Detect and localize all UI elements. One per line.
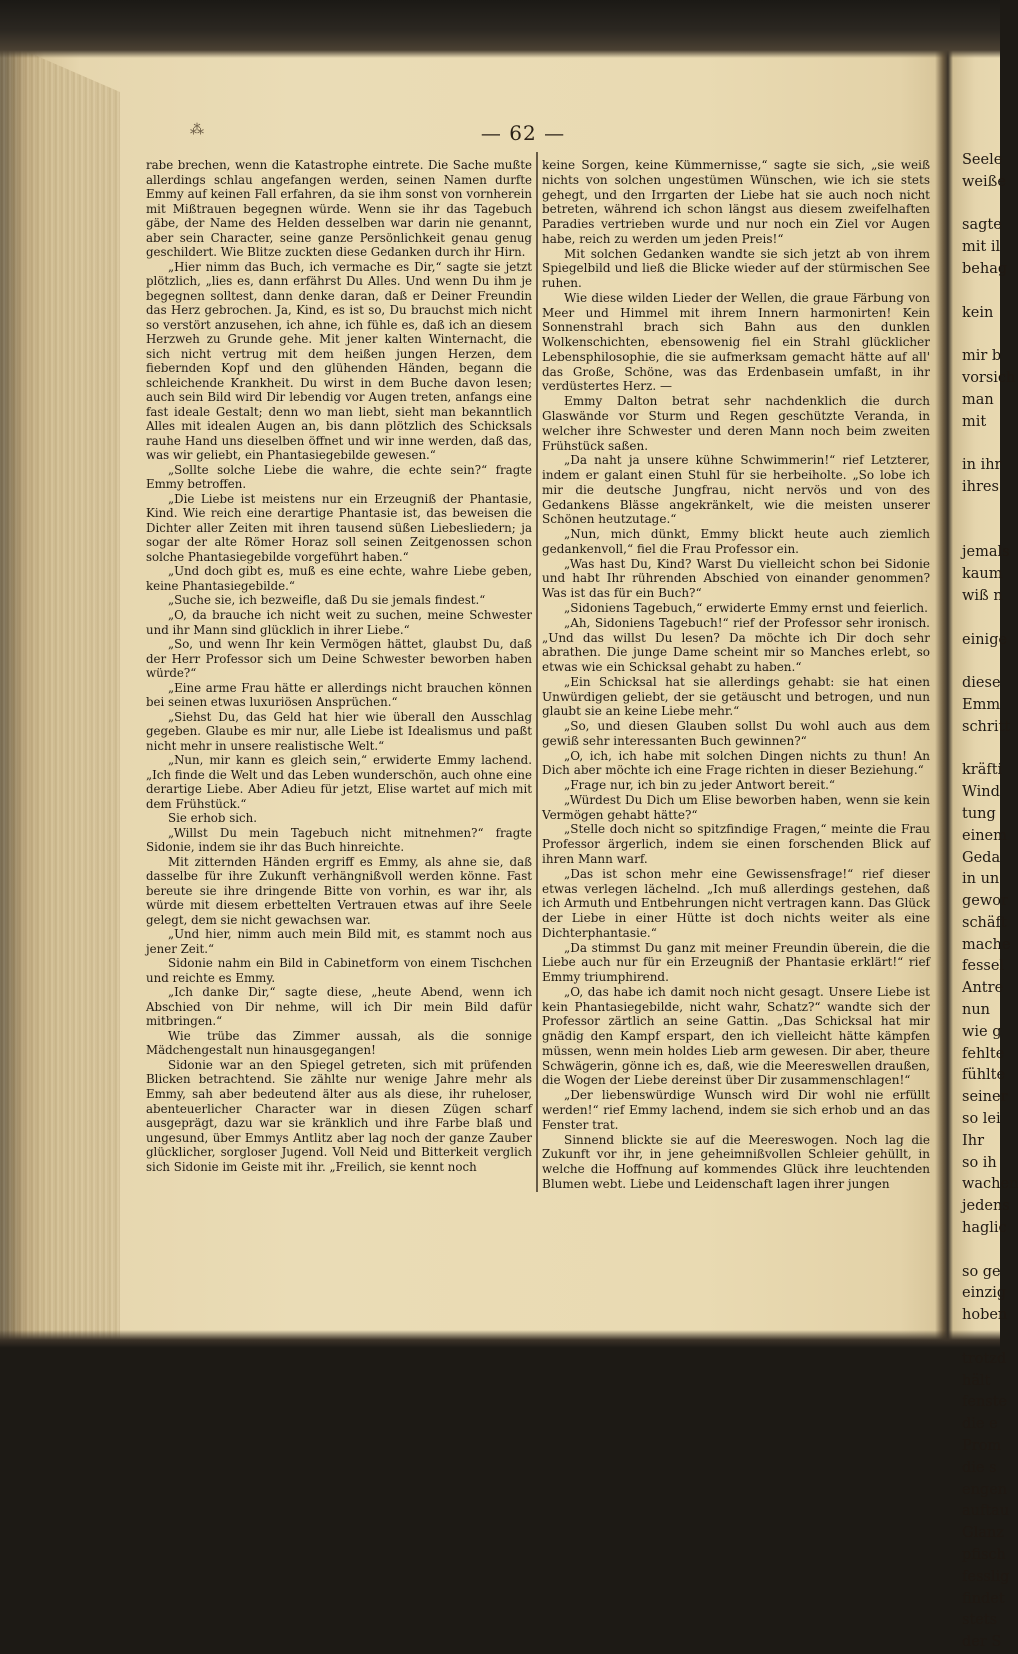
edge-line: kaum	[962, 566, 1003, 583]
paragraph: „Nun, mir kann es gleich sein,“ erwiderte Emmy lachend. „Ich finde die Welt und das Leben wunderschön, auch ohne eine derartige Liebe. Aber Adieu für jetzt, Elise wartet auf mich mit dem Frühstück.“	[146, 753, 532, 811]
edge-line: schritt	[962, 718, 1011, 735]
edge-line: trotzd	[962, 1350, 1007, 1367]
edge-line: jemals	[962, 544, 1010, 561]
paragraph: „Und hier, nimm auch mein Bild mit, es stammt noch aus jener Zeit.“	[146, 927, 532, 956]
edge-line: mache	[962, 936, 1011, 953]
paragraph: Mit zitternden Händen ergriff es Emmy, als ahne sie, daß dasselbe für ihre Zukunft verhängnißvoll werden könne. Fast bereute sie ihre dringende Bitte von vorhin, es war ihr, als würde mit diesem erbettelten Vertrauen etwas auf ihre Seele gelegt, dem sie nicht gewachsen war.	[146, 854, 532, 927]
edge-line: die s	[962, 1459, 997, 1476]
paragraph: „So, und diesen Glauben sollst Du wohl auch aus dem gewiß sehr interessanten Buch gewinnen?“	[542, 719, 930, 748]
edge-line: einige	[962, 631, 1008, 648]
paragraph: Sidonie war an den Spiegel getreten, sich mit prüfenden Blicken betrachtend. Sie zählte nur wenige Jahre mehr als Emmy, sah aber bedeutend älter aus als diese, ihr ruheloser, abenteuerlicher Character war in diesen Zügen scharf ausgeprägt, dazu war sie kränklich und ihre Farbe blaß und ungesund, über Emmys Antlitz aber lag noch der ganze Zauber glücklicher, sorgloser Jugend. Voll Neid und Bitterkeit verglich sich Sidonie im Geiste mit ihr. „Freilich, sie kennt noch	[146, 1057, 532, 1174]
paragraph: „O, das habe ich damit noch nicht gesagt. Unsere Liebe ist kein Phantasiegebilde, nicht wahr, Schatz?“ wandte sich der Professor zärtlich an seine Gattin. „Das Schicksal hat mir gnädig den Kampf erspart, den ich vielleicht hätte kämpfen müssen, wenn mein holdes Lieb arm gewesen. Dir aber, theure Schwägerin, gönne ich es, daß, wie die Meereswellen draußen, die Wogen der Liebe dereinst über Dir zusammenschlagen!“	[542, 984, 930, 1088]
edge-line: die e	[962, 1416, 998, 1433]
edge-line: mit	[962, 413, 987, 430]
edge-line: fenste	[962, 1394, 1008, 1411]
edge-line: fessel	[962, 958, 1005, 975]
edge-line: diese	[962, 675, 1001, 692]
edge-line	[962, 324, 1000, 346]
edge-line: haglic	[962, 1220, 1007, 1237]
edge-line: auftau	[962, 1503, 1010, 1520]
edge-line: Geda	[962, 849, 1001, 866]
paragraph: „Da naht ja unsere kühne Schwimmerin!“ rief Letzterer, indem er galant einen Stuhl für sie herbeiholte. „So lobe ich mir die deutsche Jungfrau, nicht nervös und von des Gedankens Blässe angekränkelt, wie die meisten unserer Schönen heutzutage.“	[542, 453, 930, 527]
edge-line: der S	[962, 1634, 1002, 1651]
paragraph: Mit solchen Gedanken wandte sie sich jetzt ab von ihrem Spiegelbild und ließ die Blicke wieder auf der stürmischen See ruhen.	[542, 246, 930, 291]
paragraph: „Und doch gibt es, muß es eine echte, wahre Liebe geben, keine Phantasiegebilde.“	[146, 564, 532, 593]
paragraph: Sie erhob sich.	[168, 811, 257, 826]
ink-speck: ⁂	[190, 122, 204, 138]
page-edges	[0, 40, 120, 1340]
edge-line	[962, 1327, 1000, 1349]
edge-line: behag	[962, 260, 1008, 277]
edge-line: so ge	[962, 1263, 1001, 1280]
paragraph: Wie trübe das Zimmer aussah, als die sonnige Mädchengestalt nun hinausgegangen!	[146, 1028, 532, 1058]
edge-line: fesslig	[962, 1568, 1010, 1585]
edge-line: Glanz	[962, 1525, 1004, 1542]
edge-line: hält	[962, 1372, 991, 1389]
edge-line: sagte	[962, 217, 1002, 234]
edge-line	[962, 433, 1000, 455]
paragraph: „Willst Du mein Tagebuch nicht mitnehmen?“ fragte Sidonie, indem sie ihr das Buch hinreichte.	[146, 825, 532, 855]
paragraph: „Suche sie, ich bezweifle, daß Du sie jemals findest.“	[168, 593, 486, 608]
edge-line: ihres	[962, 478, 999, 495]
left-text-column	[146, 158, 532, 1174]
edge-line	[962, 194, 1000, 216]
edge-line: Prom	[962, 1438, 1002, 1455]
edge-line: nun	[962, 1002, 991, 1019]
paragraph: „Der liebenswürdige Wunsch wird Dir wohl nie erfüllt werden!“ rief Emmy lachend, indem sie sich erhob und an das Fenster trat.	[542, 1088, 930, 1132]
edge-line: schäft	[962, 914, 1007, 931]
edge-line	[962, 499, 1000, 521]
edge-line: wie g	[962, 1023, 1002, 1040]
edge-line	[962, 651, 1000, 673]
edge-line: mit il	[962, 239, 1001, 256]
paragraph: „Würdest Du Dich um Elise beworben haben, wenn sie kein Vermögen gehabt hätte?“	[542, 792, 930, 822]
edge-line: kein	[962, 304, 994, 321]
edge-line: weiße	[962, 173, 1006, 190]
edge-line: Emm	[962, 696, 1001, 713]
paragraph: „Eine arme Frau hätte er allerdings nicht brauchen können bei seinen etwas luxuriösen Ansprüchen.“	[146, 680, 532, 710]
paragraph: keine Sorgen, keine Kümmernisse,“ sagte sie sich, „sie weiß nichts von solchen ungestümen Wünschen, wie ich sie stets gehegt, und den Irrgarten der Liebe hat sie auch noch nicht betreten, während ich schon längst aus diesem zweifelhaften Paradies vertrieben wurde und nur noch ein Ziel vor Augen habe, reich zu werden um jeden Preis!“	[542, 158, 930, 246]
paragraph: „So, und wenn Ihr kein Vermögen hättet, glaubst Du, daß der Herr Professor sich um Deine Schwester beworben haben würde?“	[146, 637, 532, 681]
edge-line: hoben	[962, 1307, 1008, 1324]
edge-line: tung	[962, 805, 996, 822]
edge-line: so ih	[962, 1154, 997, 1171]
paragraph: „Frage nur, ich bin zu jeder Antwort bereit.“	[564, 778, 836, 793]
paragraph: „O, ich, ich habe mit solchen Dingen nichts zu thun! An Dich aber möchte ich eine Frage richten in dieser Beziehung.“	[542, 748, 930, 778]
edge-line: gewor	[962, 893, 1008, 910]
paragraph: „Stelle doch nicht so spitzfindige Fragen,“ meinte die Frau Professor ärgerlich, indem sie einen forschenden Blick auf ihren Mann warf.	[542, 822, 930, 866]
paragraph: rabe brechen, wenn die Katastrophe eintrete. Die Sache mußte allerdings schlau angefangen werden, seinen Namen durfte Emmy auf keinen Fall erfahren, da sie ihm sonst von vornherein mit Mißtrauen begegnen würde. Wenn sie ihr das Tagebuch gäbe, der Name des Helden desselben war darin nie genannt, aber sein Character, seine ganze Persönlichkeit genau genug geschildert. Wie Blitze zuckten diese Gedanken durch ihr Hirn.	[146, 158, 532, 260]
edge-line: fühlte	[962, 1067, 1006, 1084]
edge-line: engen	[962, 1481, 1008, 1498]
paragraph: „Sidoniens Tagebuch,“ erwiderte Emmy ernst und feierlich.	[564, 600, 928, 615]
edge-line: so lei	[962, 1111, 1001, 1128]
edge-line: wiß n	[962, 587, 1003, 604]
paragraph: „Ah, Sidoniens Tagebuch!“ rief der Professor sehr ironisch. „Und das willst Du lesen? Da möchte ich Dir doch sehr abrathen. Die junge Dame scheint mir so Manches erlebt, so etwas wie ein Schicksal gehabt zu haben.“	[542, 615, 930, 675]
edge-line: in ihr	[962, 457, 1002, 474]
edge-line: findet	[962, 1590, 1005, 1607]
edge-line: seiner	[962, 1089, 1008, 1106]
paragraph: Sinnend blickte sie auf die Meereswogen. Noch lag die Zukunft vor ihr, in jene geheimnißvollen Schleier gehüllt, in welche die Hoffnung auf kommendes Glück ihre leuchtenden Blumen webt. Liebe und Leidenschaft lagen ihrer jungen	[542, 1132, 930, 1191]
paragraph: „Nun, mich dünkt, Emmy blickt heute auch ziemlich gedankenvoll,“ fiel die Frau Professor ein.	[542, 527, 930, 556]
paragraph: „Ich danke Dir,“ sagte diese, „heute Abend, wenn ich Abschied von Dir nehme, will ich Dir mein Bild dafür mitbringen.“	[146, 985, 532, 1029]
edge-line: Seele	[962, 152, 1003, 168]
edge-line: einzig	[962, 1285, 1007, 1302]
edge-line	[962, 608, 1000, 630]
edge-line: kräfti	[962, 762, 1003, 779]
paragraph: „Was hast Du, Kind? Warst Du vielleicht schon bei Sidonie und habt Ihr rührenden Abschied von einander genommen? Was ist das für ein Buch?“	[542, 556, 930, 601]
paragraph: „Siehst Du, das Geld hat hier wie überall den Ausschlag gegeben. Glaube es mir nur, alle Liebe ist Idealismus und paßt nicht mehr in unsere realistische Welt.“	[146, 709, 532, 753]
paragraph: „Hier nimm das Buch, ich vermache es Dir,“ sagte sie jetzt plötzlich, „lies es, dann erfährst Du Alles. Und wenn Du ihm je begegnen solltest, dann denke daran, daß er Deiner Freundin das Herz gebrochen. Ja, Kind, es ist so, Du brauchst mich nicht so verstört anzusehen, ich ahne, ich fühle es, daß ich an diesem Herzweh zu Grunde gehe. Mit jener kalten Winternacht, die sich nicht vertrug mit dem heißen jungen Herzen, dem fiebernden Kopf und den glühenden Händen, begann die schleichende Krankheit. Du wirst in dem Buche davon lesen; auch sein Bild wird Dir lebendig vor Augen treten, anfangs eine fast ideale Gestalt; denn wo man liebt, sieht man bekanntlich Alles mit idealen Augen an, bis dann plötzlich des Schicksals rauhe Hand uns dieselben öffnet und wir inne werden, daß das, was wir geliebt, ein Phantasiegebilde gewesen.“	[146, 259, 532, 463]
edge-line: fehlte	[962, 1045, 1005, 1062]
edge-line: stets	[962, 1612, 998, 1629]
paragraph: „Ein Schicksal hat sie allerdings gehabt: sie hat einen Unwürdigen geliebt, der sie getäuscht und betrogen, und nun glaubt sie an keine Liebe mehr.“	[542, 674, 930, 719]
edge-line: pfisch	[962, 1547, 1006, 1563]
paragraph: „O, da brauche ich nicht weit zu suchen, meine Schwester und ihr Mann sind glücklich in ihrer Liebe.“	[146, 607, 532, 637]
next-page-edge-text	[962, 150, 1018, 1654]
right-text-column	[542, 158, 930, 1192]
edge-line: einem	[962, 827, 1007, 844]
edge-line	[962, 739, 1000, 761]
edge-line: in un	[962, 871, 1000, 888]
edge-line: jedens	[962, 1198, 1010, 1215]
column-divider	[536, 152, 538, 1192]
edge-line	[962, 521, 1000, 543]
paragraph: „Das ist schon mehr eine Gewissensfrage!“ rief dieser etwas verlegen lächelnd. „Ich muß allerdings gestehen, daß ich Armuth und Entbehrungen nicht vertragen kann. Das Glück der Liebe in einer Hütte ist doch nichts weiter als eine Dichterphantasie.“	[542, 866, 930, 940]
edge-line	[962, 281, 1000, 303]
paragraph: „Da stimmst Du ganz mit meiner Freundin überein, die die Liebe auch nur für ein Erzeugniß der Phantasie erklärt!“ rief Emmy triumphirend.	[542, 940, 930, 985]
cover-edge-bottom	[0, 1330, 1000, 1348]
cover-edge-top	[0, 0, 1000, 58]
edge-line: Antre	[962, 980, 1004, 997]
paragraph: „Sollte solche Liebe die wahre, die echte sein?“ fragte Emmy betroffen.	[146, 462, 532, 492]
edge-line: vorsich	[962, 369, 1016, 386]
edge-line: mir b	[962, 348, 1002, 365]
paragraph: „Die Liebe ist meistens nur ein Erzeugniß der Phantasie, Kind. Wie reich eine derartige Phantasie ist, das beweisen die Dichter aller Zeiten mit ihren tausend süßen Liebesliedern; ja sogar der alte Römer Horaz soll seinen Zeitgenossen schon solche Phantasiegebilde vorgeführt haben.“	[146, 491, 532, 564]
paragraph: Wie diese wilden Lieder der Wellen, die graue Färbung von Meer und Himmel mit ihrem Innern harmonirten! Kein Sonnenstrahl brach sich Bahn aus den dunklen Wolkenschichten, ebensowenig fiel ein Strahl glücklicher Lebensphilosophie, die sie aufmerksam gemacht hätte auf all' das Große, Schöne, was das Erdenbasein umfaßt, in ihr verdüstertes Herz. —	[542, 290, 930, 394]
page-number: — 62 —	[480, 121, 566, 145]
edge-line: wachen	[962, 1176, 1018, 1193]
edge-line	[962, 1240, 1000, 1262]
edge-line: man	[962, 391, 994, 408]
paragraph: Sidonie nahm ein Bild in Cabinetform von einem Tischchen und reichte es Emmy.	[146, 956, 532, 985]
edge-line: Ihr	[962, 1132, 984, 1149]
edge-line: Wind	[962, 784, 1000, 801]
paragraph: Emmy Dalton betrat sehr nachdenklich die durch Glaswände vor Sturm und Regen geschützte Veranda, in welcher ihre Schwester und deren Mann noch beim zweiten Frühstück saßen.	[542, 394, 930, 453]
